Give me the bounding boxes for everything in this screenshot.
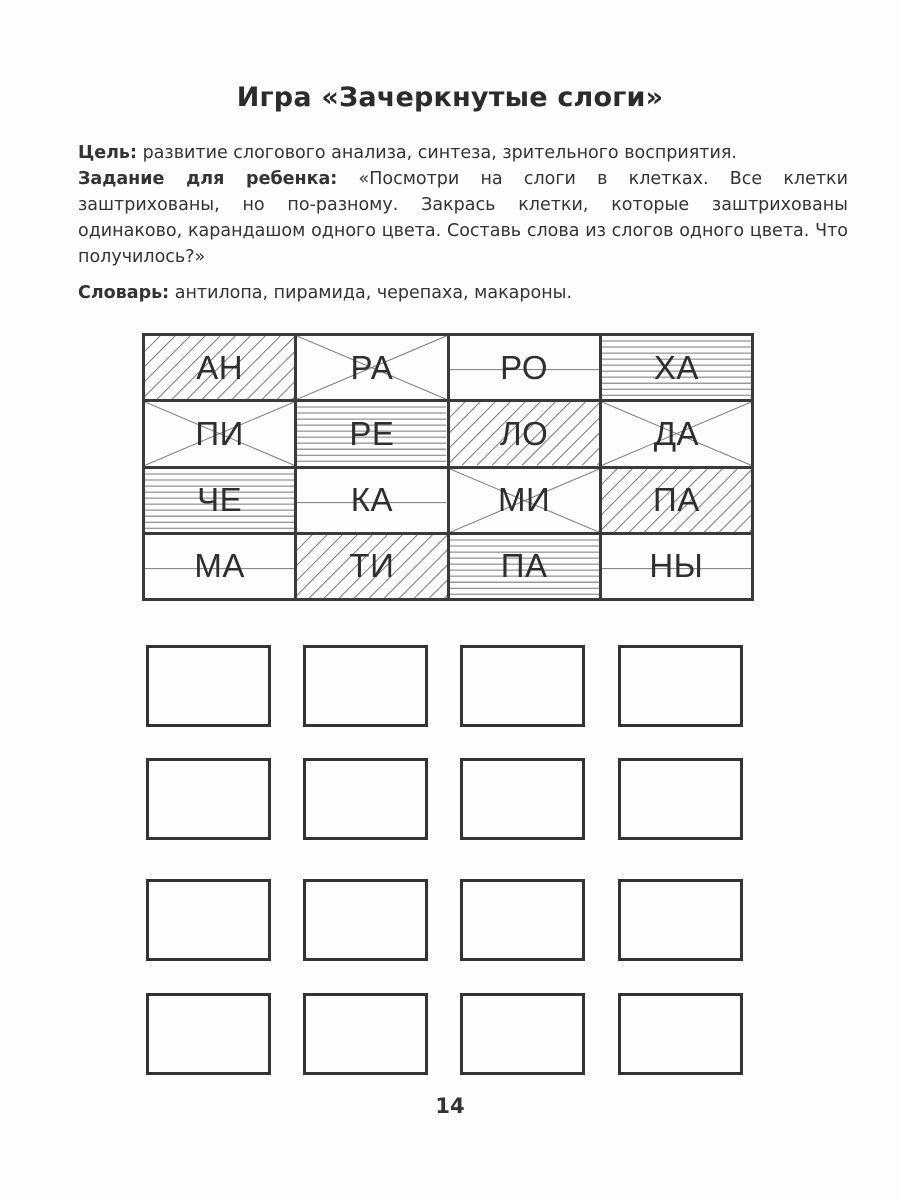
syllable-text: РЕ <box>349 414 395 452</box>
task-label: Задание для ребенка: <box>78 169 338 189</box>
syllable-cell[interactable] <box>602 535 751 598</box>
answer-box[interactable] <box>618 993 743 1075</box>
vocabulary-label: Словарь: <box>78 283 170 303</box>
syllable-cell[interactable] <box>297 402 446 465</box>
answer-box[interactable] <box>146 993 271 1075</box>
syllable-cell[interactable] <box>450 402 599 465</box>
syllable-cell[interactable] <box>297 535 446 598</box>
syllable-cell[interactable] <box>145 402 294 465</box>
syllable-text: ДА <box>653 414 700 452</box>
syllable-text: НЫ <box>649 547 704 585</box>
answer-box[interactable] <box>303 758 428 840</box>
answer-box[interactable] <box>146 879 271 961</box>
page-title: Игра «Зачеркнутые слоги» <box>236 82 664 113</box>
syllable-cell[interactable] <box>297 336 446 399</box>
answer-box[interactable] <box>618 879 743 961</box>
answer-box[interactable] <box>618 758 743 840</box>
syllable-text: ХА <box>653 348 699 386</box>
answer-box[interactable] <box>303 645 428 727</box>
syllable-text: ТИ <box>349 547 395 585</box>
answer-box[interactable] <box>303 993 428 1075</box>
task-text: «Посмотри на слоги в клетках. Все клетки заштрихованы, но по-разному. Закрась клетки, которые заштрихованы одинаково, карандашом одного цвета. Составь слова из слогов одного цвета. Что получилось?» <box>78 169 848 267</box>
syllable-cell[interactable] <box>450 535 599 598</box>
syllable-cell[interactable] <box>450 336 599 399</box>
answer-box[interactable] <box>460 645 585 727</box>
syllable-cell[interactable] <box>297 469 446 532</box>
syllable-cell[interactable] <box>602 336 751 399</box>
syllable-cell[interactable] <box>602 469 751 532</box>
syllable-text: ПА <box>500 547 548 585</box>
answer-box[interactable] <box>618 645 743 727</box>
vocabulary-text: антилопа, пирамида, черепаха, макароны. <box>169 283 573 303</box>
syllable-cell[interactable] <box>145 336 294 399</box>
answer-boxes <box>146 645 748 1045</box>
page-number: 14 <box>435 1094 465 1118</box>
syllable-text: МИ <box>498 481 551 519</box>
instructions <box>78 140 848 306</box>
syllable-text: РО <box>500 348 549 386</box>
syllable-text: ПА <box>653 481 700 519</box>
syllable-grid <box>142 333 754 601</box>
goal-paragraph <box>78 140 848 166</box>
answer-box[interactable] <box>303 879 428 961</box>
syllable-cell[interactable] <box>602 402 751 465</box>
answer-box[interactable] <box>146 645 271 727</box>
syllable-text: ЧЕ <box>197 481 243 519</box>
vocabulary-paragraph <box>78 280 848 306</box>
answer-box[interactable] <box>460 758 585 840</box>
syllable-cell[interactable] <box>145 469 294 532</box>
syllable-text: АН <box>196 348 244 386</box>
answer-box[interactable] <box>460 879 585 961</box>
syllable-cell[interactable] <box>145 535 294 598</box>
syllable-text: ПИ <box>195 414 244 452</box>
syllable-text: ЛО <box>499 414 549 452</box>
answer-box[interactable] <box>146 758 271 840</box>
syllable-text: КА <box>350 481 393 519</box>
syllable-cell[interactable] <box>450 469 599 532</box>
syllable-text: МА <box>194 547 245 585</box>
task-paragraph <box>78 166 848 270</box>
syllable-text: РА <box>350 348 394 386</box>
answer-box[interactable] <box>460 993 585 1075</box>
goal-label: Цель: <box>78 143 137 163</box>
goal-text: развитие слогового анализа, синтеза, зрительного восприятия. <box>137 143 737 163</box>
